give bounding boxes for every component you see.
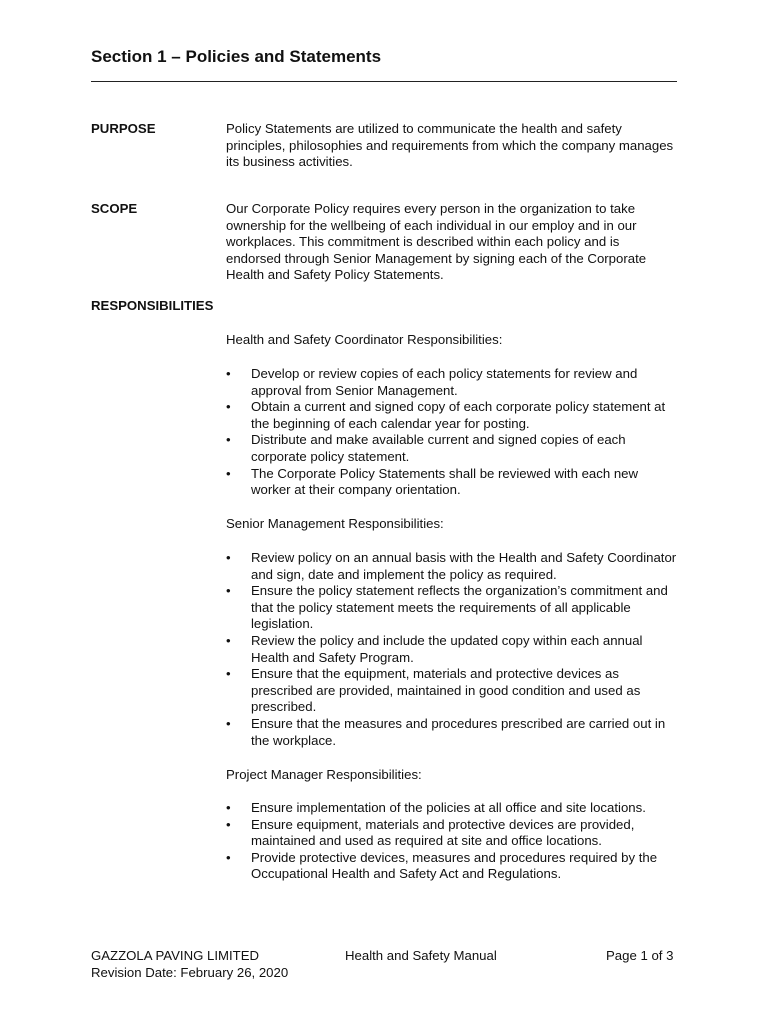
footer-company: GAZZOLA PAVING LIMITED — [91, 948, 260, 963]
list-item-text: Ensure implementation of the policies at all office and site locations. — [251, 800, 646, 815]
title-divider — [91, 81, 677, 82]
list-item — [226, 466, 678, 499]
bullet-glyph: • — [226, 366, 231, 381]
purpose-label: PURPOSE — [91, 121, 156, 136]
scope-text: Our Corporate Policy requires every person in the organization to take ownership for the wellbeing of each individual in our employ and in our workplaces. This commitment is described within each policy and is endorsed through Senior Management by signing each of the Corporate Health and Safety Policy Statements. — [226, 201, 647, 283]
list-item-text: Provide protective devices, measures and procedures required by the Occupational Health and Safety Act and Regulations. — [251, 849, 658, 882]
bullet-glyph: • — [226, 465, 231, 481]
project-manager-list — [226, 800, 678, 883]
list-item-text: Review the policy and include the updated copy within each annual Health and Safety Program. — [251, 632, 643, 665]
list-item-text: The Corporate Policy Statements shall be reviewed with each new worker at their company orientation. — [251, 465, 639, 498]
list-item-text: Develop or review copies of each policy statements for review and approval from Senior Management. — [251, 366, 638, 398]
list-item-text: Ensure that the equipment, materials and protective devices as prescribed are provided, maintained in good condition and used as prescribed. — [251, 666, 641, 715]
bullet-glyph: • — [226, 715, 231, 731]
list-item — [226, 550, 678, 583]
list-item — [226, 399, 678, 432]
bullet-glyph: • — [226, 432, 231, 448]
senior-list — [226, 550, 678, 749]
list-item — [226, 850, 678, 883]
bullet-glyph: • — [226, 666, 231, 682]
list-item — [226, 432, 678, 465]
senior-heading: Senior Management Responsibilities: — [226, 516, 444, 531]
list-item — [226, 817, 678, 850]
list-item-text: Obtain a current and signed copy of each corporate policy statement at the beginning of each calendar year for posting. — [251, 399, 666, 431]
list-item-text: Ensure the policy statement reflects the organization’s commitment and that the policy statement meets the requirements of all applicable legislation. — [251, 583, 668, 632]
list-item — [226, 633, 678, 666]
bullet-glyph: • — [226, 849, 231, 865]
list-item-text: Review policy on an annual basis with the Health and Safety Coordinator and sign, date and implement the policy as required. — [251, 550, 677, 582]
list-item — [226, 666, 678, 716]
bullet-glyph: • — [226, 583, 231, 599]
list-item-text: Ensure that the measures and procedures prescribed are carried out in the workplace. — [251, 715, 666, 748]
footer-revision-date: Revision Date: February 26, 2020 — [91, 964, 289, 980]
footer-page-number: Page 1 of 3 — [606, 948, 674, 963]
bullet-glyph: • — [226, 800, 231, 815]
coordinator-list — [226, 366, 678, 499]
bullet-glyph: • — [226, 816, 231, 832]
bullet-glyph: • — [226, 632, 231, 648]
scope-label: SCOPE — [91, 201, 138, 216]
list-item-text: Distribute and make available current and signed copies of each corporate policy statement. — [251, 432, 626, 464]
list-item — [226, 716, 678, 749]
bullet-glyph: • — [226, 550, 231, 565]
project-manager-heading: Project Manager Responsibilities: — [226, 767, 422, 782]
page-title: Section 1 – Policies and Statements — [91, 47, 382, 66]
list-item — [226, 583, 678, 633]
responsibilities-label: RESPONSIBILITIES — [91, 298, 214, 313]
list-item — [226, 366, 678, 399]
coordinator-heading: Health and Safety Coordinator Responsibilities: — [226, 332, 503, 347]
list-item-text: Ensure equipment, materials and protective devices are provided, maintained and used as required at site and office locations. — [251, 816, 635, 849]
bullet-glyph: • — [226, 399, 231, 415]
list-item — [226, 800, 678, 817]
purpose-text: Policy Statements are utilized to communicate the health and safety principles, philosophies and requirements from which the company manages its business activities. — [226, 121, 674, 170]
footer-manual-title: Health and Safety Manual — [345, 948, 497, 963]
footer-company-block — [91, 948, 288, 981]
